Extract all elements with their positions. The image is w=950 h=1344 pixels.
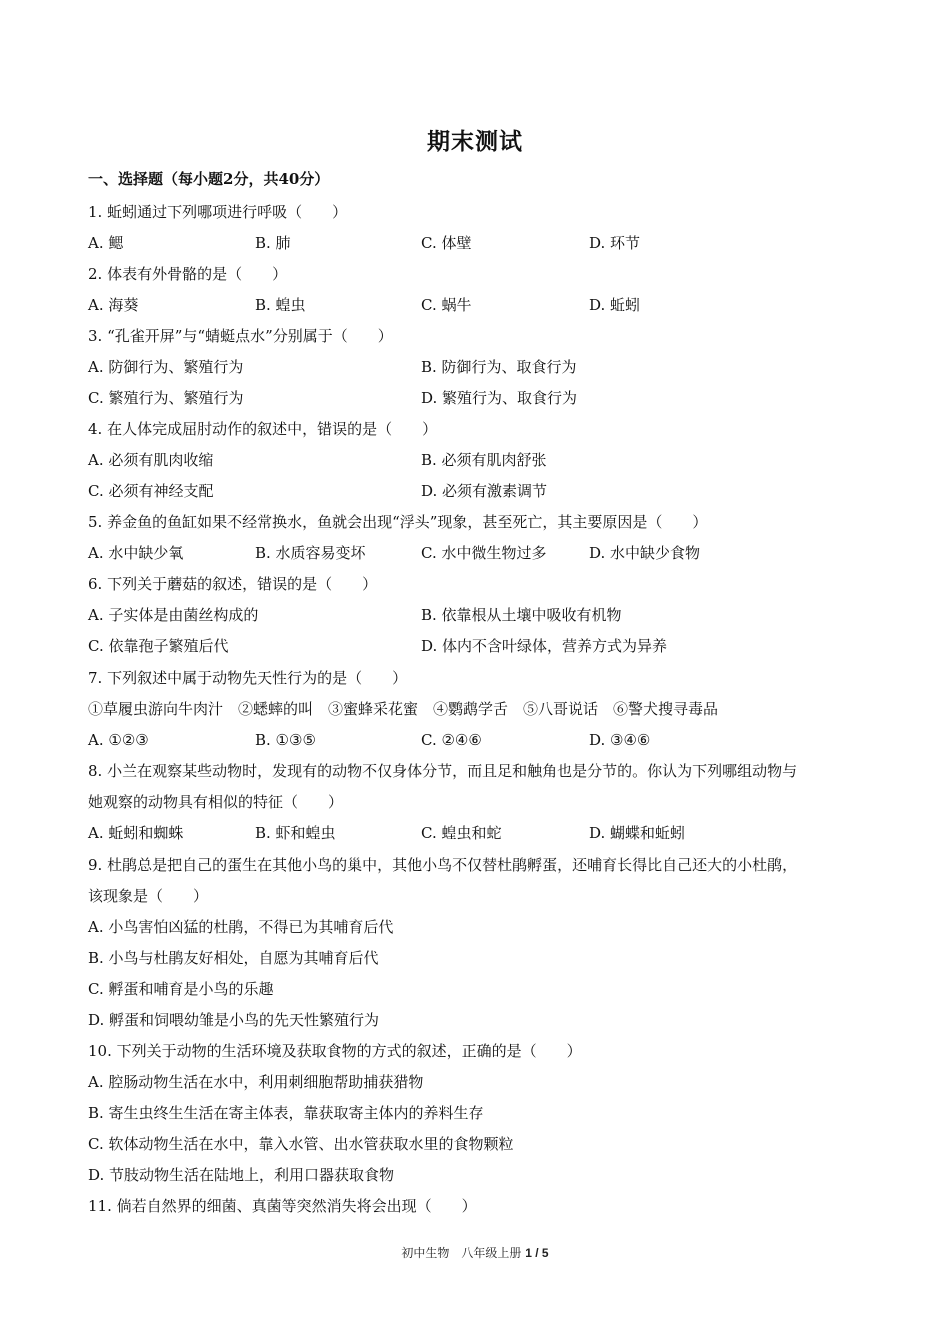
question-2-option-d: D. 蚯蚓	[589, 296, 641, 314]
question-2-stem: 2. 体表有外骨骼的是（ ）	[88, 265, 288, 283]
question-6-stem: 6. 下列关于蘑菇的叙述，错误的是（ ）	[88, 575, 378, 593]
question-7-option-d: D. ③④⑥	[589, 731, 651, 749]
question-8-stem-line-1: 8. 小兰在观察某些动物时，发现有的动物不仅身体分节，而且足和触角也是分节的。你认为下列哪组动物与	[88, 762, 798, 780]
question-8-option-a: A. 蚯蚓和蜘蛛	[88, 824, 184, 842]
question-6-option-d: D. 体内不含叶绿体，营养方式为异养	[421, 637, 668, 655]
question-1-option-c: C. 体壁	[421, 234, 472, 252]
question-10-stem: 10. 下列关于动物的生活环境及获取食物的方式的叙述，正确的是（ ）	[88, 1042, 582, 1060]
question-8-option-b: B. 虾和蝗虫	[255, 824, 336, 842]
question-8-option-c: C. 蝗虫和蛇	[421, 824, 502, 842]
question-1-option-d: D. 环节	[589, 234, 641, 252]
question-6-option-b: B. 依靠根从土壤中吸收有机物	[421, 606, 622, 624]
question-4-option-a: A. 必须有肌肉收缩	[88, 451, 214, 469]
question-2-option-c: C. 蜗牛	[421, 296, 472, 314]
question-1-stem: 1. 蚯蚓通过下列哪项进行呼吸（ ）	[88, 203, 348, 221]
question-3-option-c: C. 繁殖行为、繁殖行为	[88, 389, 244, 407]
question-7-stem: 7. 下列叙述中属于动物先天性行为的是（ ）	[88, 669, 408, 687]
footer-page-number: 1 / 5	[525, 1246, 549, 1260]
page-title: 期末测试	[427, 128, 523, 155]
page-footer	[0, 1244, 950, 1261]
question-5-stem: 5. 养金鱼的鱼缸如果不经常换水，鱼就会出现“浮头”现象，甚至死亡，其主要原因是（ ）	[88, 513, 708, 531]
question-9-option-a: A. 小鸟害怕凶猛的杜鹃，不得已为其哺育后代	[88, 918, 394, 936]
question-2-option-a: A. 海葵	[88, 296, 139, 314]
question-4-option-b: B. 必须有肌肉舒张	[421, 451, 547, 469]
question-9-option-d: D. 孵蛋和饲喂幼雏是小鸟的先天性繁殖行为	[88, 1011, 380, 1029]
question-3-stem: 3. “孔雀开屏”与“蜻蜓点水”分别属于（ ）	[88, 327, 393, 345]
section-heading: 一、选择题（每小题2分，共40分）	[88, 170, 330, 188]
question-4-stem: 4. 在人体完成屈肘动作的叙述中，错误的是（ ）	[88, 420, 438, 438]
question-5-option-c: C. 水中微生物过多	[421, 544, 547, 562]
question-10-option-b: B. 寄生虫终生生活在寄主体表，靠获取寄主体内的养料生存	[88, 1104, 484, 1122]
question-1-option-b: B. 肺	[255, 234, 291, 252]
question-3-option-a: A. 防御行为、繁殖行为	[88, 358, 244, 376]
question-5-option-a: A. 水中缺少氧	[88, 544, 184, 562]
question-10-option-a: A. 腔肠动物生活在水中，利用刺细胞帮助捕获猎物	[88, 1073, 424, 1091]
question-10-option-c: C. 软体动物生活在水中，靠入水管、出水管获取水里的食物颗粒	[88, 1135, 514, 1153]
question-8-option-d: D. 蝴蝶和蚯蚓	[589, 824, 686, 842]
question-1-option-a: A. 鳃	[88, 234, 124, 252]
footer-course: 初中生物 八年级上册	[401, 1246, 522, 1260]
question-6-option-c: C. 依靠孢子繁殖后代	[88, 637, 229, 655]
question-2-option-b: B. 蝗虫	[255, 296, 306, 314]
question-5-option-d: D. 水中缺少食物	[589, 544, 701, 562]
question-8-stem-line-2: 她观察的动物具有相似的特征（ ）	[88, 793, 344, 811]
question-4-option-d: D. 必须有激素调节	[421, 482, 548, 500]
question-4-option-c: C. 必须有神经支配	[88, 482, 214, 500]
question-11-stem: 11. 倘若自然界的细菌、真菌等突然消失将会出现（ ）	[88, 1197, 477, 1215]
question-5-option-b: B. 水质容易变坏	[255, 544, 366, 562]
question-3-option-d: D. 繁殖行为、取食行为	[421, 389, 578, 407]
question-7-option-c: C. ②④⑥	[421, 731, 482, 749]
question-7-option-b: B. ①③⑤	[255, 731, 316, 749]
question-9-stem-line-2: 该现象是（ ）	[88, 887, 209, 905]
question-9-option-b: B. 小鸟与杜鹃友好相处，自愿为其哺育后代	[88, 949, 379, 967]
question-3-option-b: B. 防御行为、取食行为	[421, 358, 577, 376]
question-10-option-d: D. 节肢动物生活在陆地上，利用口器获取食物	[88, 1166, 395, 1184]
question-9-stem-line-1: 9. 杜鹃总是把自己的蛋生在其他小鸟的巢中，其他小鸟不仅替杜鹃孵蛋，还哺育长得比自己还大的小杜鹃，	[88, 856, 798, 874]
question-7-option-a: A. ①②③	[88, 731, 149, 749]
question-7-items: ①草履虫游向牛肉汁 ②蟋蟀的叫 ③蜜蜂采花蜜 ④鹦鹉学舌 ⑤八哥说话 ⑥警犬搜寻毒品	[88, 700, 719, 718]
question-9-option-c: C. 孵蛋和哺育是小鸟的乐趣	[88, 980, 274, 998]
question-6-option-a: A. 子实体是由菌丝构成的	[88, 606, 259, 624]
